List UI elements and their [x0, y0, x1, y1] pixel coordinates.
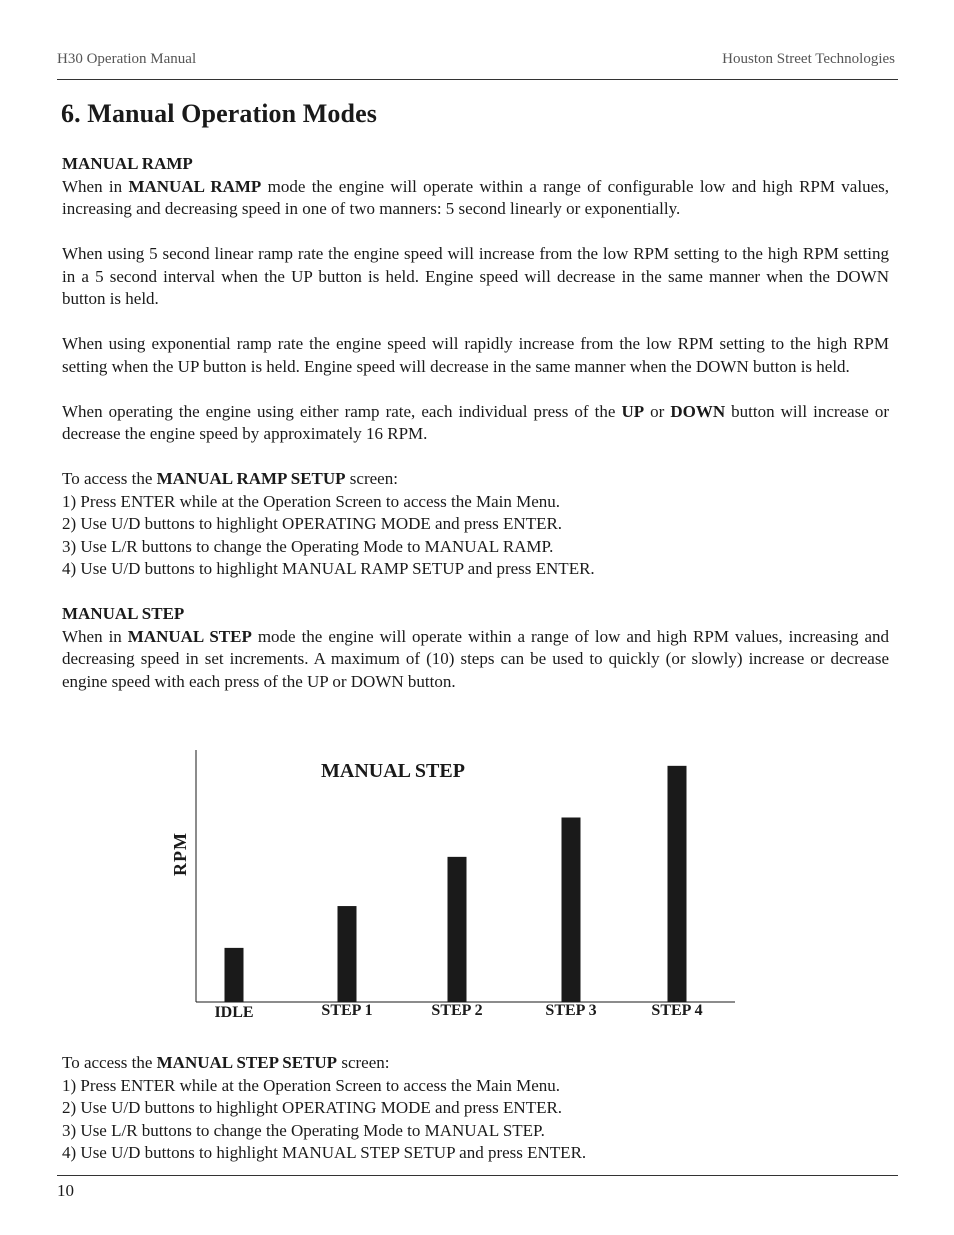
ramp-step-item: 3) Use L/R buttons to change the Operating Mode to MANUAL RAMP.	[62, 536, 554, 556]
x-tick-label: STEP 1	[321, 1002, 373, 1019]
page-title: 6. Manual Operation Modes	[61, 99, 377, 128]
step-step-item: 2) Use U/D buttons to highlight OPERATING MODE and press ENTER.	[62, 1098, 563, 1117]
footer-rule	[57, 1175, 898, 1176]
ramp-step-item: 2) Use U/D buttons to highlight OPERATING MODE and press ENTER.	[62, 514, 563, 533]
ramp-paragraph-2: When using 5 second linear ramp rate the engine speed will increase from the low RPM setting to the high RPM setting in a 5 second interval when the UP button is held. Engine speed will decrease in the same manner when the DOWN button is held.	[62, 244, 889, 308]
x-tick-label: STEP 2	[431, 1002, 483, 1019]
x-tick-label: IDLE	[214, 1004, 254, 1021]
step-step-item: 4) Use U/D buttons to highlight MANUAL STEP SETUP and press ENTER.	[62, 1143, 587, 1162]
bar-step-3	[562, 818, 581, 1003]
ramp-paragraph-1: When in MANUAL RAMP mode the engine will operate within a range of configurable low and high RPM values, increasing and decreasing speed in one of two manners: 5 second linearly or exponentially.	[62, 176, 889, 218]
header-right: Houston Street Technologies	[722, 51, 895, 67]
step-step-item: 3) Use L/R buttons to change the Operating Mode to MANUAL STEP.	[62, 1120, 545, 1140]
page-number: 10	[57, 1181, 74, 1200]
ramp-paragraph-4: When operating the engine using either ramp rate, each individual press of the UP or DOWN button will increase or decrease the engine speed by approximately 16 RPM.	[62, 401, 889, 443]
ramp-access-intro: To access the MANUAL RAMP SETUP screen:	[62, 469, 398, 488]
manual-ramp-heading: MANUAL RAMP	[62, 154, 193, 173]
ramp-step-item: 4) Use U/D buttons to highlight MANUAL RAMP SETUP and press ENTER.	[62, 559, 595, 578]
bar-step-4	[668, 766, 687, 1002]
bar-step-2	[448, 857, 467, 1002]
bar-step-1	[338, 906, 357, 1002]
step-access-intro: To access the MANUAL STEP SETUP screen:	[62, 1053, 390, 1072]
manual-step-chart	[150, 748, 750, 1033]
chart-y-axis-label: RPM	[170, 832, 190, 876]
manual-ramp-section	[62, 153, 889, 693]
step-access-section	[62, 1052, 889, 1165]
bar-idle	[225, 948, 244, 1002]
step-step-item: 1) Press ENTER while at the Operation Screen to access the Main Menu.	[62, 1075, 561, 1095]
chart-canvas	[150, 748, 750, 1033]
chart-title: MANUAL STEP	[321, 760, 465, 782]
header-rule	[57, 79, 898, 80]
x-tick-label: STEP 3	[545, 1002, 597, 1019]
ramp-step-item: 1) Press ENTER while at the Operation Screen to access the Main Menu.	[62, 491, 561, 511]
step-paragraph-1: When in MANUAL STEP mode the engine will operate within a range of low and high RPM values, increasing and decreasing speed in set increments. A maximum of (10) steps can be used to quickly (or slowly) increase or decrease engine speed with each press of the UP or DOWN button.	[62, 626, 889, 691]
manual-step-heading: MANUAL STEP	[62, 604, 185, 623]
ramp-paragraph-3: When using exponential ramp rate the engine speed will rapidly increase from the low RPM setting to the high RPM setting when the UP button is held. Engine speed will decrease in the same manner when the DOWN button is held.	[62, 334, 889, 376]
x-tick-label: STEP 4	[651, 1002, 703, 1019]
header-left: H30 Operation Manual	[57, 51, 197, 67]
